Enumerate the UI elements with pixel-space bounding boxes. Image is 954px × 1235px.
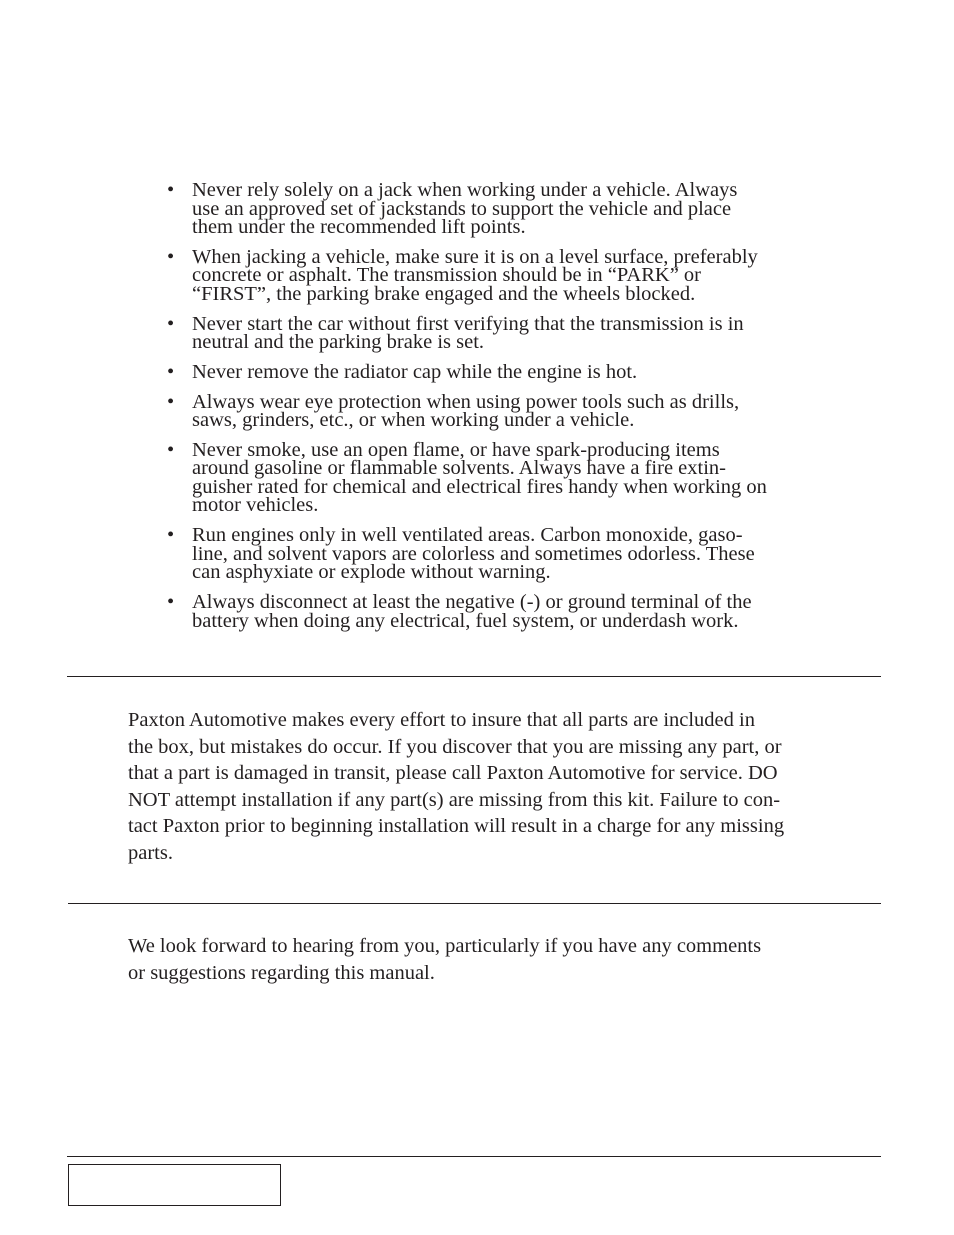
bullet-text-line: guisher rated for chemical and electrical fires handy when working on: [192, 475, 767, 498]
bullet-glyph: •: [167, 591, 175, 614]
safety-bullet-list: [166, 181, 826, 641]
paragraph-line: Paxton Automotive makes every effort to insure that all parts are included in: [128, 709, 755, 731]
safety-bullet-item: [166, 181, 826, 237]
paragraph-line: tact Paxton prior to beginning installation will result in a charge for any missing: [128, 815, 785, 838]
bullet-glyph: •: [167, 524, 175, 547]
paragraph-line: or suggestions regarding this manual.: [128, 961, 435, 984]
bullet-text-line: battery when doing any electrical, fuel system, or underdash work.: [192, 609, 739, 632]
paragraph-line: that a part is damaged in transit, please call Paxton Automotive for service. DO: [128, 762, 778, 785]
bullet-text-line: can asphyxiate or explode without warning.: [192, 561, 551, 584]
bullet-text-line: Never start the car without first verifying that the transmission is in: [192, 312, 744, 335]
bullet-text-line: When jacking a vehicle, make sure it is on a level surface, preferably: [192, 245, 758, 268]
parts-notice-paragraph: [128, 707, 784, 867]
bullet-text-line: use an approved set of jackstands to support the vehicle and place: [192, 197, 732, 220]
paragraph-line: We look forward to hearing from you, particularly if you have any comments: [128, 935, 762, 957]
safety-bullet-item: [166, 312, 826, 354]
bullet-text-line: neutral and the parking brake is set.: [192, 331, 485, 354]
bullet-text-line: Run engines only in well ventilated areas. Carbon monoxide, gaso-: [192, 524, 743, 547]
bullet-glyph: •: [167, 438, 175, 461]
paragraph-line: the box, but mistakes do occur. If you discover that you are missing any part, or: [128, 735, 782, 758]
feedback-paragraph: [128, 933, 761, 986]
bullet-text-line: Never remove the radiator cap while the engine is hot.: [192, 360, 638, 383]
footer-page-box: [68, 1164, 281, 1206]
bullet-text-line: Never rely solely on a jack when working under a vehicle. Always: [192, 179, 738, 201]
bullet-text-line: motor vehicles.: [192, 494, 319, 517]
section-divider: [67, 676, 881, 677]
safety-bullet-item: [166, 593, 826, 630]
bullet-text-line: concrete or asphalt. The transmission should be in “PARK” or: [192, 264, 701, 287]
safety-bullet-item: [166, 245, 826, 305]
footer-divider: [67, 1156, 881, 1157]
bullet-text-line: around gasoline or flammable solvents. Always have a fire extin-: [192, 457, 726, 480]
bullet-text-line: Always disconnect at least the negative (-) or ground terminal of the: [192, 591, 752, 614]
bullet-text-line: Never smoke, use an open flame, or have spark-producing items: [192, 438, 720, 461]
section-divider: [68, 903, 881, 904]
bullet-glyph: •: [167, 360, 175, 383]
safety-bullet-item: [166, 390, 826, 432]
bullet-glyph: •: [167, 390, 175, 413]
bullet-glyph: •: [167, 179, 175, 201]
paragraph-line: NOT attempt installation if any part(s) are missing from this kit. Failure to con-: [128, 788, 781, 811]
safety-bullet-item: [166, 360, 826, 383]
bullet-text-line: them under the recommended lift points.: [192, 216, 526, 238]
bullet-text-line: saws, grinders, etc., or when working under a vehicle.: [192, 409, 635, 432]
paragraph-line: parts.: [128, 841, 173, 864]
safety-bullet-item: [166, 438, 826, 517]
bullet-text-line: Always wear eye protection when using power tools such as drills,: [192, 390, 740, 413]
bullet-glyph: •: [167, 312, 175, 335]
bullet-text-line: line, and solvent vapors are colorless and sometimes odorless. These: [192, 542, 755, 565]
safety-bullet-item: [166, 526, 826, 582]
bullet-text-line: “FIRST”, the parking brake engaged and the wheels blocked.: [192, 282, 696, 305]
bullet-glyph: •: [167, 245, 175, 268]
